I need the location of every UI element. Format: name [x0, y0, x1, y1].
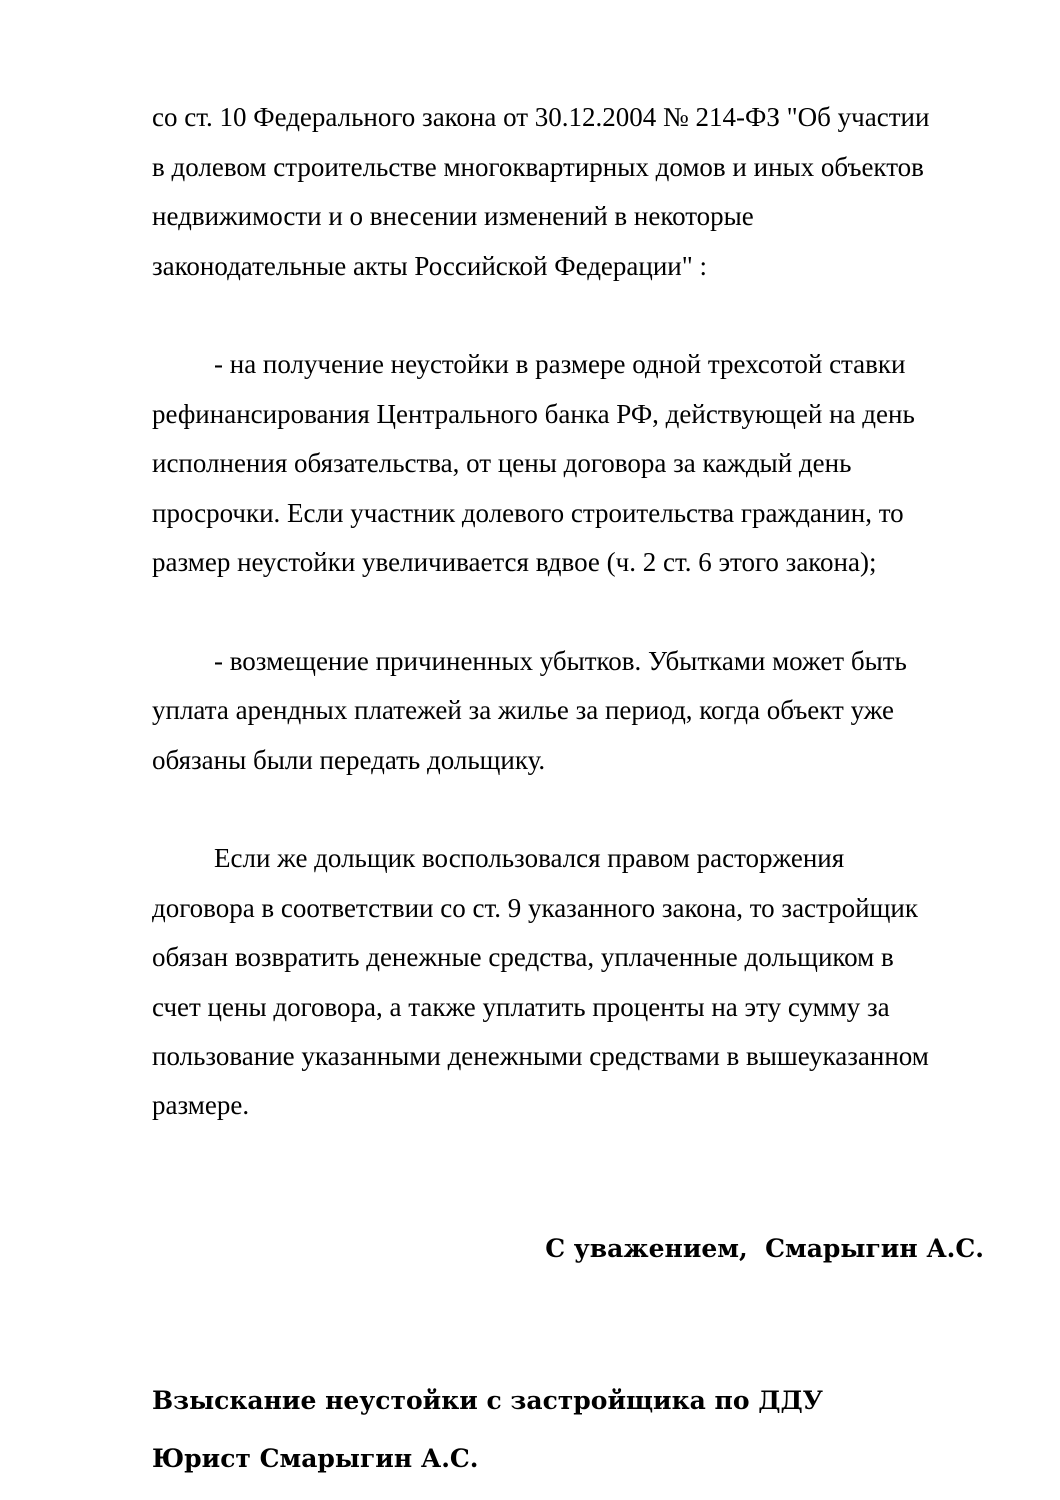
- paragraph-line: просрочки. Если участник долевого строительства гражданин, то: [152, 498, 904, 528]
- paragraph-line: уплата арендных платежей за жилье за период, когда объект уже: [152, 695, 894, 725]
- paragraph-line: со ст. 10 Федерального закона от 30.12.2004 № 214-ФЗ "Об участии: [152, 102, 930, 132]
- paragraph-line: исполнения обязательства, от цены договора за каждый день: [152, 448, 852, 478]
- paragraph-line: в долевом строительстве многоквартирных домов и иных объектов: [152, 152, 924, 182]
- paragraph-line: - возмещение причиненных убытков. Убытками может быть: [214, 646, 907, 676]
- paragraph-line: законодательные акты Российской Федерации" :: [152, 251, 708, 281]
- paragraph-line: рефинансирования Центрального банка РФ, действующей на день: [152, 399, 915, 429]
- paragraph-line: недвижимости и о внесении изменений в некоторые: [152, 201, 754, 231]
- footer-author: Юрист Смарыгин А.С.: [152, 1444, 479, 1473]
- signature: С уважением, Смарыгин А.С.: [545, 1234, 984, 1263]
- paragraph-line: договора в соответствии со ст. 9 указанного закона, то застройщик: [152, 893, 918, 923]
- paragraph-line: счет цены договора, а также уплатить проценты на эту сумму за: [152, 992, 890, 1022]
- paragraph-line: обязан возвратить денежные средства, уплаченные дольщиком в: [152, 942, 894, 972]
- paragraph-line: размере.: [152, 1090, 250, 1120]
- paragraph-line: Если же дольщик воспользовался правом расторжения: [214, 843, 845, 873]
- paragraph-line: пользование указанными денежными средствами в вышеуказанном: [152, 1041, 929, 1071]
- paragraph-line: - на получение неустойки в размере одной трехсотой ставки: [214, 349, 906, 379]
- paragraph-line: размер неустойки увеличивается вдвое (ч. 2 ст. 6 этого закона);: [152, 547, 877, 577]
- footer-title: Взыскание неустойки с застройщика по ДДУ: [152, 1386, 823, 1415]
- paragraph-line: обязаны были передать дольщику.: [152, 745, 546, 775]
